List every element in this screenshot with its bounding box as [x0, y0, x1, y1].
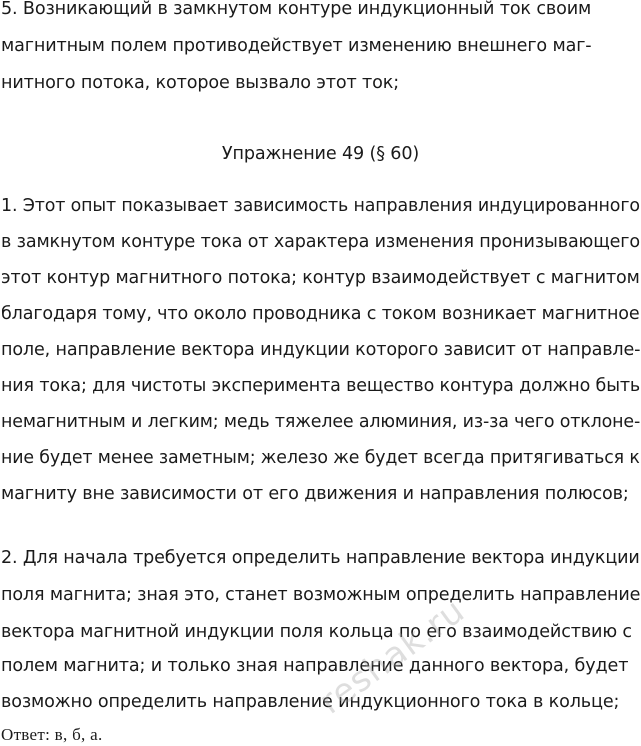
item-1-line-8: ние будет менее заметным; железо же будет всегда притягиваться к	[1, 448, 640, 468]
item-1-line-1: 1. Этот опыт показывает зависимость направления индуцированного	[1, 196, 640, 216]
item-2-line-3: вектора магнитной индукции поля кольца по его взаимодействию с	[1, 622, 632, 642]
exercise-title: Упражнение 49 (§ 60)	[221, 144, 420, 164]
paragraph-5-line-2: магнитным полем противодействует изменению внешнего маг-	[1, 36, 592, 56]
item-2-line-5: возможно определить направление индукционного тока в кольце;	[1, 692, 620, 712]
item-1-line-7: немагнитным и легким; медь тяжелее алюминия, из-за чего отклоне-	[1, 412, 641, 432]
paragraph-5-line-3: нитного потока, которое вызвало этот ток;	[1, 73, 399, 93]
item-1-line-6: ния тока; для чистоты эксперимента вещество контура должно быть	[1, 376, 641, 396]
item-2-line-1: 2. Для начала требуется определить направление вектора индукции	[1, 548, 640, 568]
item-1-line-4: благодаря тому, что около проводника с током возникает магнитное	[1, 304, 640, 324]
answer-line: Ответ: в, б, а.	[1, 725, 103, 744]
item-2-line-4: полем магнита; и только зная направление данного вектора, будет	[1, 656, 629, 676]
item-2-line-2: поля магнита; зная это, станет возможным определить направление	[1, 585, 641, 605]
item-1-line-2: в замкнутом контуре тока от характера изменения пронизывающего	[1, 232, 640, 252]
paragraph-5-line-1: 5. Возникающий в замкнутом контуре индукционный ток своим	[1, 0, 592, 19]
watermark-logo: reshak.ru	[312, 590, 473, 723]
item-1-line-9: магниту вне зависимости от его движения и направления полюсов;	[1, 484, 629, 504]
item-1-line-5: поле, направление вектора индукции которого зависит от направле-	[1, 340, 641, 360]
item-1-line-3: этот контур магнитного потока; контур взаимодействует с магнитом	[1, 268, 640, 288]
